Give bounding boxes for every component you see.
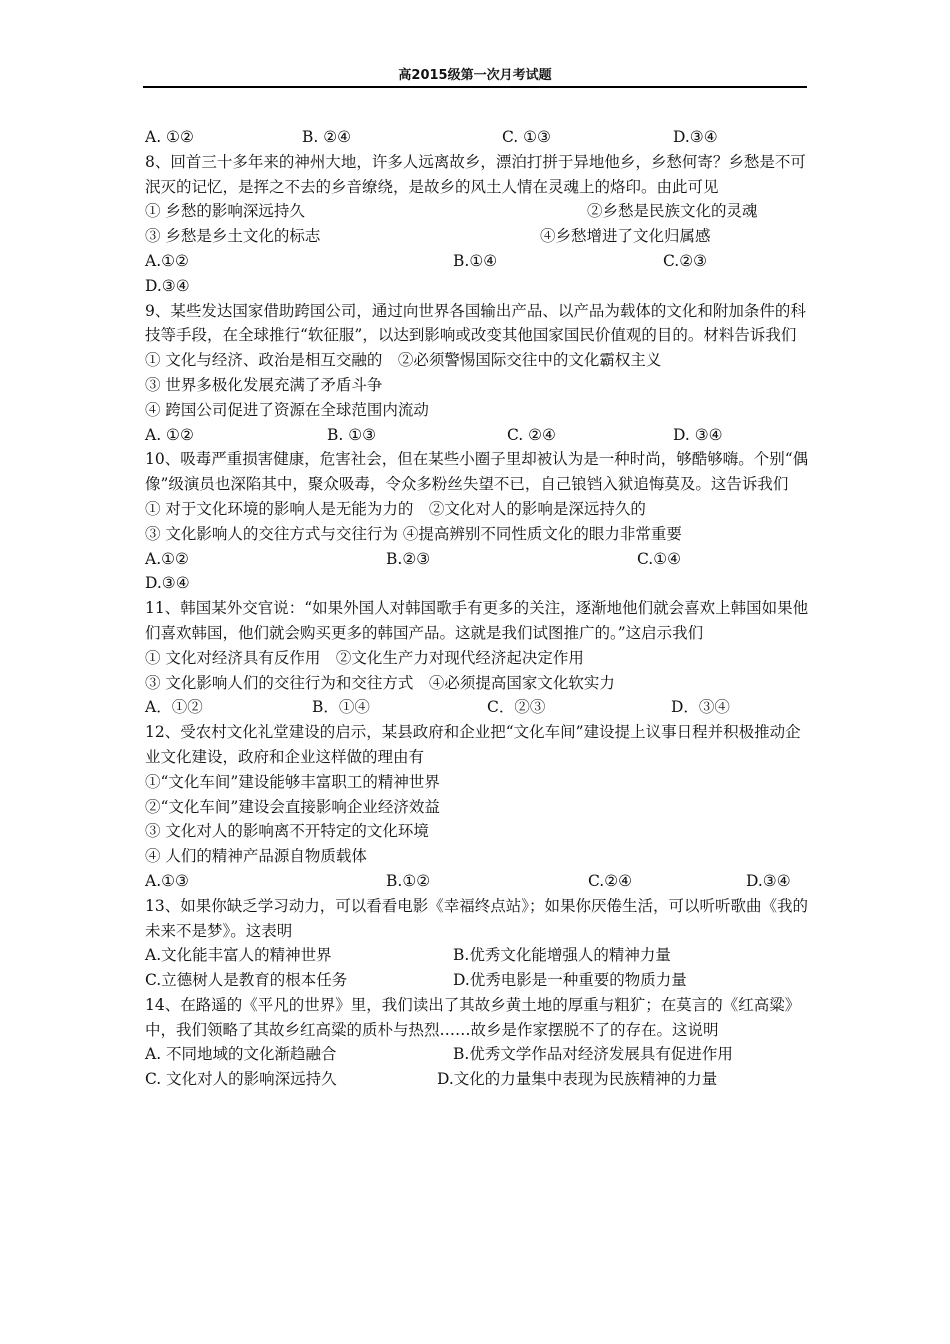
q8-stem: 8、回首三十多年来的神州大地，许多人远离故乡，漂泊打拼于异地他乡，乡愁何寄？乡愁是不可泯灭的记忆，是挥之不去的乡音缭绕，是故乡的风土人情在灵魂上的烙印。由此可见 bbox=[145, 152, 806, 196]
q14-option-d: D.文化的力量集中表现为民族精神的力量 bbox=[437, 1070, 718, 1089]
q8-item-1: ① 乡愁的影响深远持久 bbox=[145, 202, 305, 221]
q11-option-c: C．②③ bbox=[487, 698, 546, 717]
q9-option-c: C. ②④ bbox=[507, 425, 556, 444]
q14-option-c: C. 文化对人的影响深远持久 bbox=[145, 1070, 337, 1089]
q12-options bbox=[145, 869, 810, 894]
q14-stem: 14、在路遥的《平凡的世界》里，我们读出了其故乡黄土地的厚重与粗犷；在莫言的《红高粱》中，我们领略了其故乡红高粱的质朴与热烈……故乡是作家摆脱不了的存在。这说明 bbox=[145, 995, 801, 1039]
page-header-title: 高2015级第一次月考试题 bbox=[398, 68, 552, 83]
q9-stem: 9、某些发达国家借助跨国公司，通过向世界各国输出产品、以产品为载体的文化和附加条件的科技等手段，在全球推行“软征服”，以达到影响或改变其他国家国民价值观的目的。材料告诉我们 bbox=[145, 301, 806, 345]
q8-option-a: A.①② bbox=[145, 251, 189, 270]
q11-option-d: D．③④ bbox=[671, 698, 730, 717]
q9-option-b: B. ①③ bbox=[327, 425, 377, 444]
q12-stem: 12、受农村文化礼堂建设的启示，某县政府和企业把“文化车间”建设提上议事日程并积极推动企业文化建设，政府和企业这样做的理由有 bbox=[145, 723, 801, 766]
q9-option-d: D. ③④ bbox=[673, 425, 723, 444]
q8-option-b: B.①④ bbox=[453, 251, 498, 270]
q12-option-a: A.①③ bbox=[145, 871, 189, 890]
q7-option-a: A. ①② bbox=[145, 128, 194, 146]
q9-option-a: A. ①② bbox=[145, 425, 194, 444]
q11-item-1: ① 文化对经济具有反作用 ②文化生产力对现代经济起决定作用 bbox=[145, 648, 584, 667]
q10-item-1: ① 对于文化环境的影响人是无能为力的 ②文化对人的影响是深远持久的 bbox=[145, 499, 646, 518]
q14-option-b: B.优秀文学作品对经济发展具有促进作用 bbox=[453, 1045, 733, 1064]
q9-options bbox=[145, 423, 810, 448]
q12-option-c: C.②④ bbox=[588, 871, 633, 890]
q14-options-row-1 bbox=[145, 1042, 810, 1067]
q14-options-row-2 bbox=[145, 1067, 810, 1092]
q9-item-1: ① 文化与经济、政治是相互交融的 ②必须警惕国际交往中的文化霸权主义 bbox=[145, 351, 662, 370]
q10-options bbox=[145, 547, 810, 572]
q9-item-3: ④ 跨国公司促进了资源在全球范围内流动 bbox=[145, 400, 429, 419]
q9-item-2: ③ 世界多极化发展充满了矛盾斗争 bbox=[145, 375, 383, 394]
q13-stem: 13、如果你缺乏学习动力，可以看看电影《幸福终点站》；如果你厌倦生活，可以听听歌曲《我的未来不是梦》。这表明 bbox=[145, 896, 808, 940]
q11-options bbox=[145, 695, 810, 720]
q13-options-row-2 bbox=[145, 968, 810, 993]
q10-option-c: C.①④ bbox=[637, 549, 682, 568]
q7-option-b: B. ②④ bbox=[302, 128, 352, 146]
q8-option-d: D.③④ bbox=[145, 276, 190, 295]
q13-options-row-1 bbox=[145, 943, 810, 968]
q12-option-d: D.③④ bbox=[746, 871, 791, 890]
q10-item-2: ③ 文化影响人的交往方式与交往行为 ④提高辨别不同性质文化的眼力非常重要 bbox=[145, 524, 682, 543]
q8-option-c: C.②③ bbox=[663, 251, 708, 270]
q7-options bbox=[145, 125, 810, 150]
q10-option-a: A.①② bbox=[145, 549, 189, 568]
q12-item-4: ④ 人们的精神产品源自物质载体 bbox=[145, 847, 367, 866]
q11-item-2: ③ 文化影响人们的交往行为和交往方式 ④必须提高国家文化软实力 bbox=[145, 673, 615, 692]
q10-stem: 10、吸毒严重损害健康，危害社会，但在某些小圈子里却被认为是一种时尚，够酷够嗨。个别“偶像”级演员也深陷其中，聚众吸毒，令众多粉丝失望不已，自己锒铛入狱追悔莫及。这告诉我们 bbox=[145, 450, 809, 494]
q12-item-3: ③ 文化对人的影响离不开特定的文化环境 bbox=[145, 822, 429, 841]
q11-stem: 11、韩国某外交官说：“如果外国人对韩国歌手有更多的关注，逐渐地他们就会喜欢上韩国如果他们喜欢韩国，他们就会购买更多的韩国产品。这就是我们试图推广的。”这启示我们 bbox=[145, 599, 809, 642]
q13-option-d: D.优秀电影是一种重要的物质力量 bbox=[453, 971, 687, 990]
q8-item-3: ③ 乡愁是乡土文化的标志 bbox=[145, 227, 321, 246]
q7-option-d: D.③④ bbox=[673, 128, 718, 146]
q8-items-row-1 bbox=[145, 199, 810, 224]
q10-option-d: D.③④ bbox=[145, 574, 190, 593]
q13-option-b: B.优秀文化能增强人的精神力量 bbox=[453, 946, 671, 965]
q8-item-4: ④乡愁增进了文化归属感 bbox=[540, 227, 711, 246]
q8-items-row-2 bbox=[145, 224, 810, 249]
q8-options bbox=[145, 249, 810, 274]
q13-option-c: C.立德树人是教育的根本任务 bbox=[145, 971, 348, 990]
q14-option-a: A. 不同地域的文化渐趋融合 bbox=[145, 1045, 337, 1064]
q12-item-2: ②“文化车间”建设会直接影响企业经济效益 bbox=[145, 797, 440, 816]
q10-option-b: B.②③ bbox=[386, 549, 431, 568]
q11-option-b: B．①④ bbox=[312, 698, 370, 717]
q13-option-a: A.文化能丰富人的精神世界 bbox=[145, 946, 332, 965]
q7-option-c: C. ①③ bbox=[502, 128, 551, 146]
q12-item-1: ①“文化车间”建设能够丰富职工的精神世界 bbox=[145, 772, 440, 791]
header-divider bbox=[143, 86, 807, 88]
exam-content bbox=[145, 125, 810, 1092]
q8-item-2: ②乡愁是民族文化的灵魂 bbox=[587, 202, 758, 221]
q11-option-a: A．①② bbox=[145, 698, 203, 717]
q12-option-b: B.①② bbox=[386, 871, 431, 890]
